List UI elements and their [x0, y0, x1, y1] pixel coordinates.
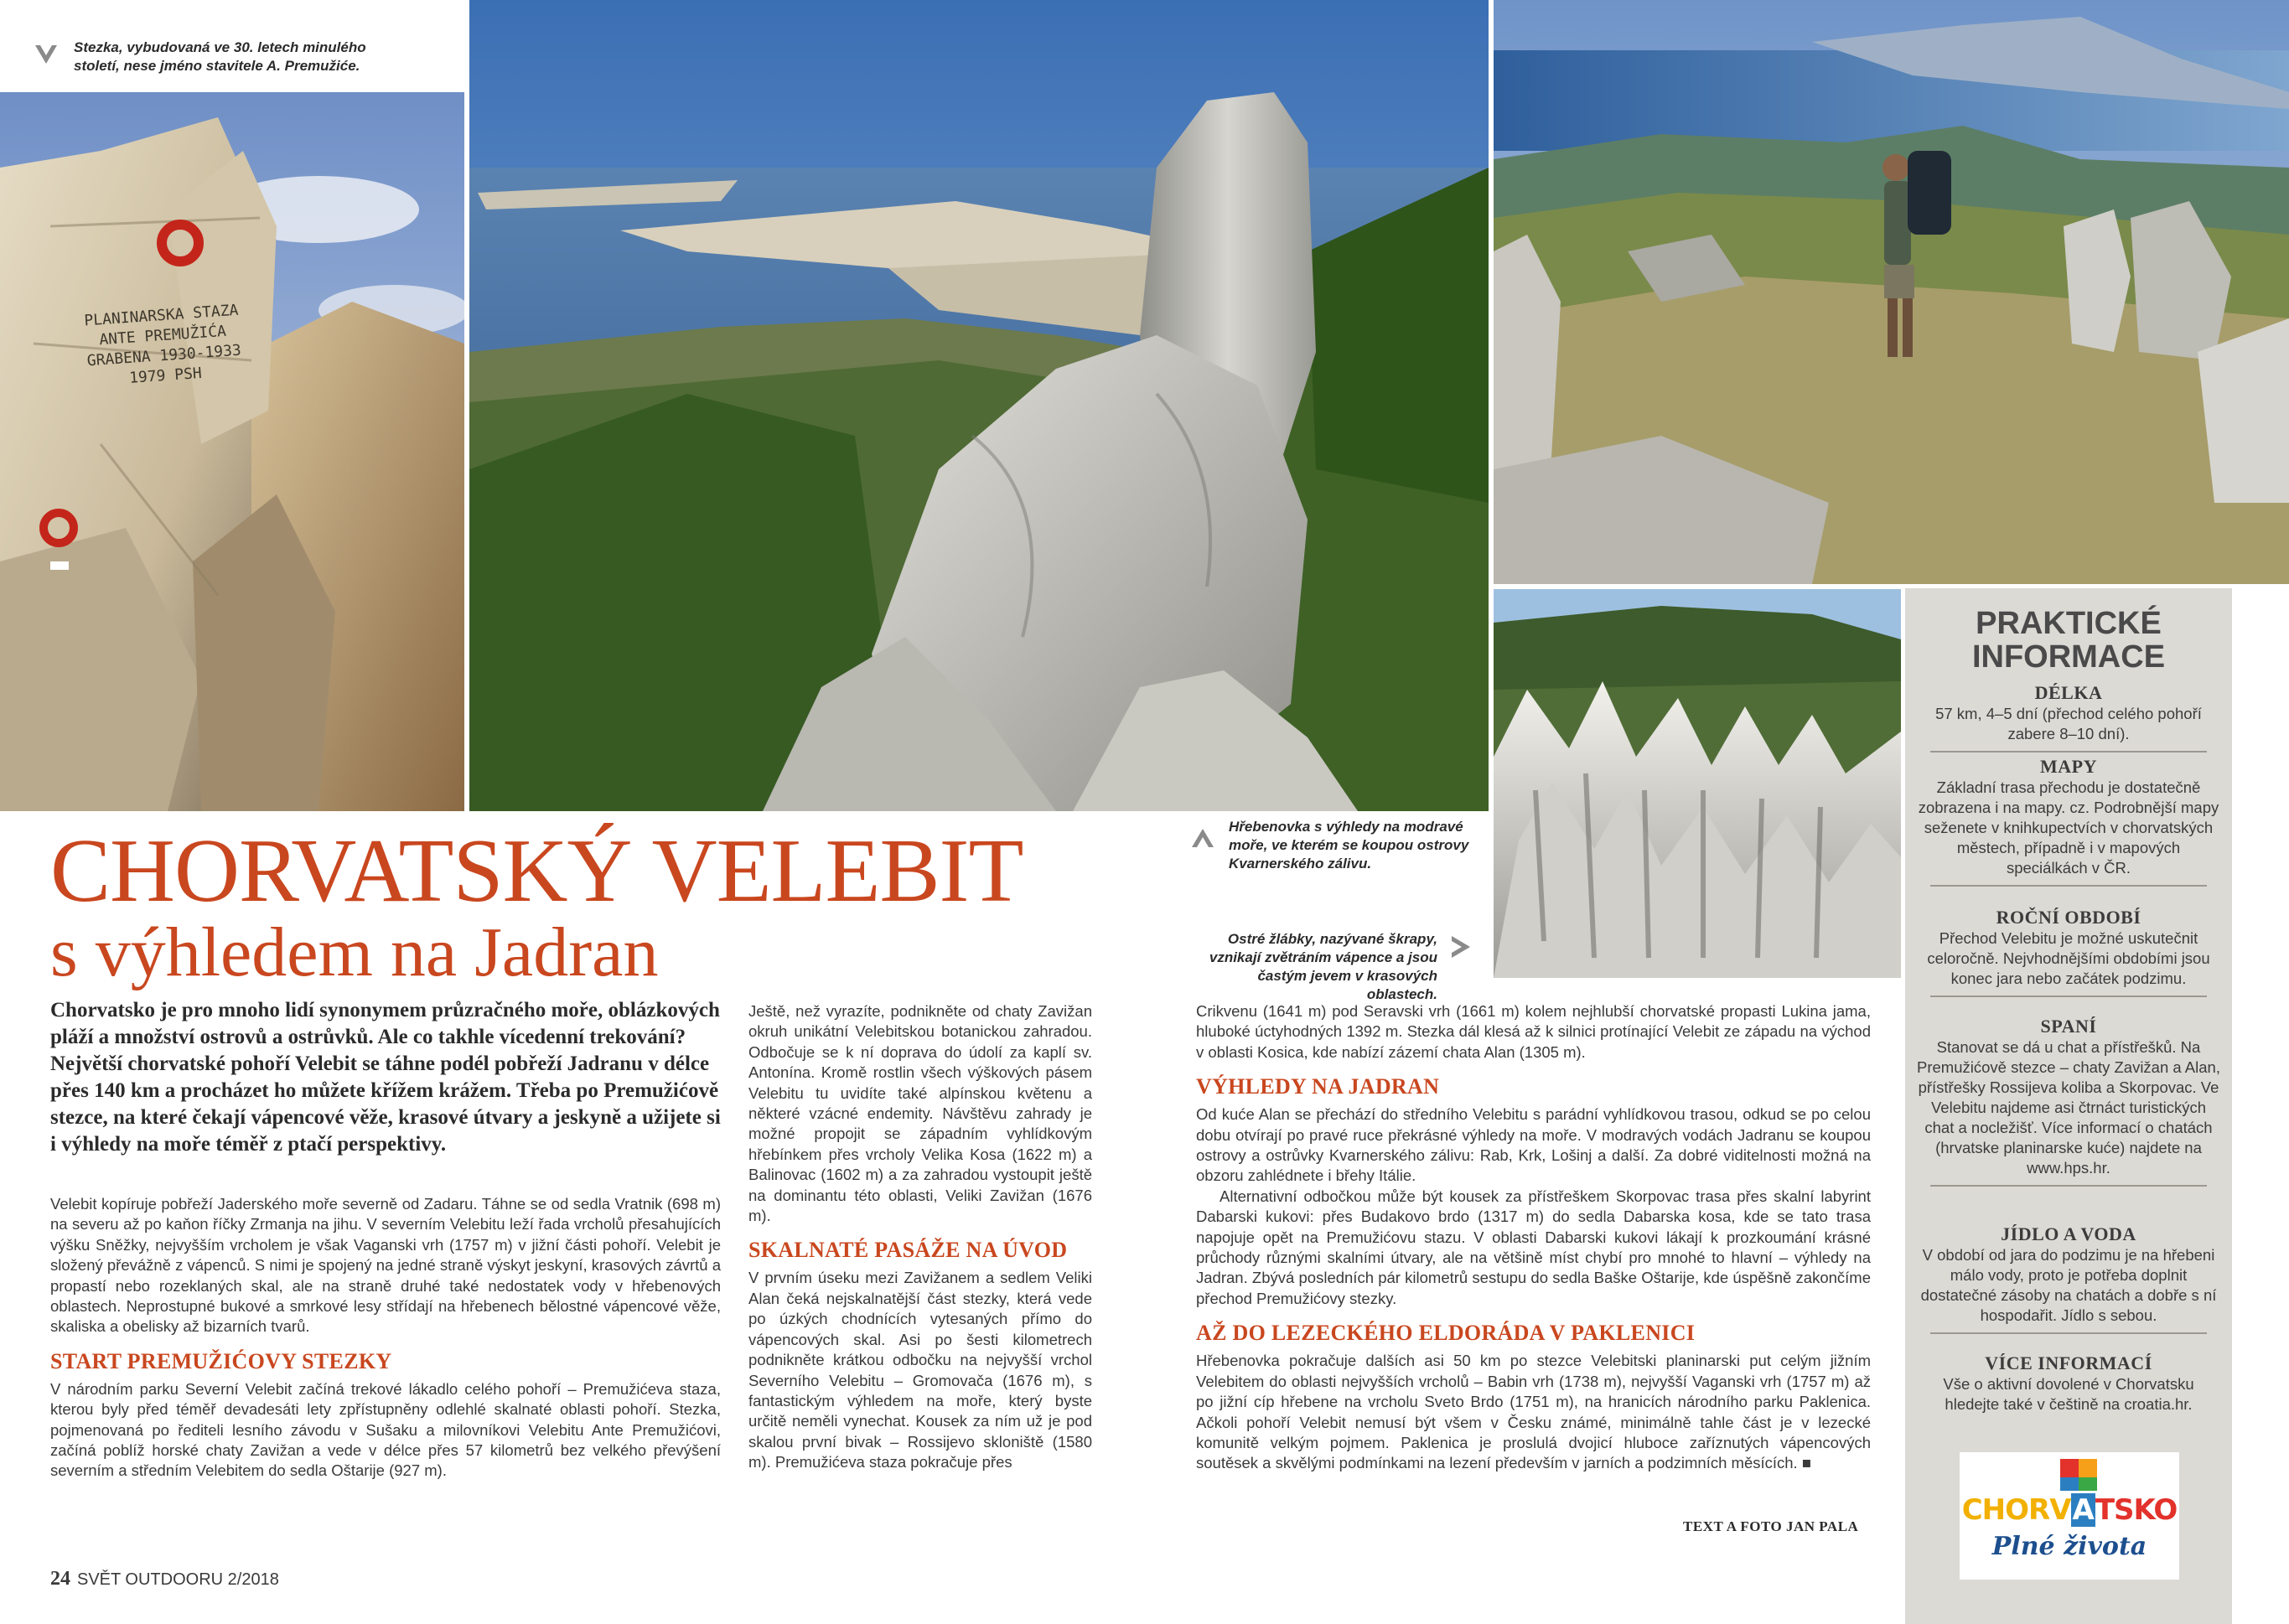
sidebar-heading: MAPY	[2040, 756, 2097, 777]
divider	[1930, 885, 2207, 887]
rock-inscription	[77, 300, 250, 392]
sidebar-title-line: INFORMACE	[1971, 639, 2166, 675]
logo-word: TSKO	[2095, 1493, 2178, 1527]
sidebar-text: Přechod Velebitu je možné uskutečnit celoročně. Nejvhodnějšími obdobími jsou konec jara nebo začátek podzimu.	[1927, 929, 2210, 987]
text-column-3	[1196, 1001, 1871, 1474]
sidebar-text: Stanovat se dá u chat a přístřešků. Na Premužićově stezce – chaty Zavižan a Alan, přístřešky Rossijeva koliba a Skorpovac. Ve Velebitu najdeme asi čtrnáct turistických chat a nocležišť. Více informací o chatách (hrvatske planinarske kuće) najdete na www.hps.hr.	[1917, 1038, 2220, 1177]
sidebar-section-season	[1917, 907, 2220, 1002]
section-heading: VÝHLEDY NA JADRAN	[1196, 1074, 1440, 1099]
paragraph: Od kuće Alan se přechází do středního Velebitu s parádní vyhlídkovou trasou, odkud se po celou dobu otvírají po pravé ruce překrásné výhledy na moře. V modravých vodách Jadranu se koupou ostrovy a ostrůvky Kvarnerského zálivu: Rab, Krk, Lošinj a další. Za dobré viditelnosti možná na obzoru zahlédnete i břehy Itálie.	[1196, 1105, 1871, 1185]
photo-caption-ridge: Hřebenovka s výhledy na modravé moře, ve kterém se koupou ostrovy Kvarnerského zálivu.	[1229, 819, 1469, 871]
sidebar-heading: VÍCE INFORMACÍ	[1985, 1352, 2152, 1373]
sidebar-section-more-info	[1917, 1352, 2220, 1415]
paragraph: Hřebenovka pokračuje dalších asi 50 km po stezce Velebitski planinarski put celým jižním Velebitem do oblasti nejvyšších vrcholů – Babin vrh (1738 m), nejvyšší Vaganski vrh (1757 m) až po jižní cíp hřebene na vrcholu Sveto Brdo (1751 m), na hranicích národního parku Paklenica. Ačkoli pohoří Velebit nemusí být všem v Česku známé, minimálně tahle část je v lezecké komunitě velkým pojmem. Paklenica je proslulá dvojicí hluboce zaříznutých vápencových soutěsek a skvělými podmínkami na lezení především v jarních a podzimních měsících. ■	[1196, 1352, 1871, 1472]
text-column-1	[50, 1194, 721, 1482]
logo-word: A	[2072, 1493, 2094, 1527]
inscription-line: GRABENA 1930-1933	[86, 341, 242, 370]
sidebar-heading: ROČNÍ OBDOBÍ	[1996, 907, 2141, 928]
sidebar-section-length	[1917, 682, 2220, 758]
chevron-up-icon	[1190, 825, 1215, 851]
inscription-line: 1979 PSH	[128, 364, 203, 387]
photo-caption-rock: Stezka, vybudovaná ve 30. letech minulého století, nese jméno stavitele A. Premužiće.	[74, 39, 366, 74]
sidebar-text: Základní trasa přechodu je dostatečně zobrazena i na mapy. cz. Podrobnější mapy seženete v knihkupectvích v chorvatských městech, případně i v mapových speciálkách v ČR.	[1918, 778, 2219, 877]
section-heading: START PREMUŽIĆOVY STEZKY	[50, 1348, 392, 1373]
chevron-down-icon	[34, 42, 59, 67]
article-subtitle: s výhledem na Jadran	[50, 913, 659, 991]
article-lead: Chorvatsko je pro mnoho lidí synonymem průzračného moře, oblázkových pláží a množství ostrovů a ostrůvků. Ale co takhle vícedenní trekování? Největší chorvatské pohoří Velebit se táhne podél pobřeží Jadranu v délce přes 140 km a procházet ho můžete křížem krážem. Třeba po Premužićově stezce, na které čekají vápencové věže, krasové útvary a jeskyně a užijete si i výhledy na moře téměř z ptačí perspektivy.	[50, 999, 721, 1156]
sidebar-heading: JÍDLO A VODA	[2001, 1223, 2136, 1244]
divider	[1930, 1185, 2207, 1187]
divider	[1930, 751, 2207, 753]
croatia-tourism-logo	[1960, 1452, 2179, 1580]
divider	[1930, 1332, 2207, 1334]
inscription-line: PLANINARSKA STAZA	[83, 301, 240, 330]
logo-wordmark	[1960, 1494, 2179, 1526]
inscription-line: ANTE PREMUŽIĆA	[98, 322, 227, 349]
text-column-2	[748, 1001, 1092, 1473]
page-folio	[50, 1568, 279, 1590]
coastal-spire-photo	[469, 0, 1489, 811]
paragraph: Crikvenu (1641 m) pod Seravski vrh (1661 m) kolem nejhlubší chorvatské propasti Lukina jama, hluboké úctyhodných 1392 m. Stezka dál klesá až k silnici protínající Velebit ze západu na východ v oblasti Kosica, kde nabízí zázemí chata Alan (1305 m).	[1196, 1002, 1871, 1061]
sidebar-text: Vše o aktivní dovolené v Chorvatsku hledejte také v češtině na croatia.hr.	[1943, 1375, 2194, 1413]
magazine-issue: SVĚT OUTDOORU 2/2018	[77, 1570, 279, 1589]
sidebar-title-line: PRAKTICKÉ	[1976, 606, 2162, 641]
page-number: 24	[50, 1568, 70, 1590]
sidebar-heading: DÉLKA	[2034, 682, 2103, 703]
photo-caption-karst: Ostré žlábky, nazývané škrapy, vznikají zvětráním vápence a jsou častým jevem v krasových oblastech.	[1209, 931, 1437, 1002]
paragraph: V národním parku Severní Velebit začíná trekové lákadlo celého pohoří – Premužićeva staza, kterou byly před téměř devadesáti lety zpřístupněny odlehlé skalnaté oblasti pohoří. Stezka, pojmenovaná po řediteli lesního závodu v Sušaku a milovníkovi Velebitu Ante Premužićovi, začíná poblíž horské chaty Zavižan a vede v délce přes 57 kilometrů bez velkého převýšení severním a středním Velebitem do sedla Oštarije (927 m).	[50, 1379, 721, 1480]
rock-inscription-photo	[0, 92, 464, 811]
article-title: CHORVATSKÝ VELEBIT	[50, 821, 1023, 921]
sidebar-text: V období od jara do podzimu je na hřebeni málo vody, proto je potřeba doplnit dostatečné zásoby na chatách a dobře s ní hospodařit. Jídlo s sebou.	[1920, 1246, 2217, 1324]
author-credit: TEXT A FOTO JAN PALA	[1683, 1518, 1859, 1534]
logo-word: CHORV	[1961, 1493, 2071, 1527]
paragraph: V prvním úseku mezi Zavižanem a sedlem Veliki Alan čeká nejskalnatější část stezky, která vede po úzkých chodnících vytesaných přímo do vápencových skal. Asi po šesti kilometrech podnikněte krátkou odbočku na nejvyšší vrchol Severního Velebitu – Gromovača (1676 m), s fantastickým výhledem na moře, který byste určitě neměli vynechat. Kousek za ním už je pod skalou první bivak – Rossijevo skloniště (1580 m). Premužićeva staza pokračuje přes	[748, 1269, 1092, 1471]
paragraph: Velebit kopíruje pobřeží Jaderského moře severně od Zadaru. Táhne se od sedla Vratnik (698 m) na severu až po kaňon říčky Zrmanja na jihu. V severním Velebitu leží řada vrcholů přesahujících výšku Sněžky, nejvyšším vrcholem je však Vaganski vrh (1757 m) v jižní části pohoří. Velebit je složený převážně z vápenců. S nimi je spojený na jedné straně výskyt jeskyní, krasových závrtů a propastí nebo rozeklaných skal, ale na straně druhé také nedostatek vody v hřebenových oblastech. Neprostupné bukové a smrkové lesy střídají na hřebenech bělostné vápencové věže, skaliska a obelisky až bizarních tvarů.	[50, 1195, 721, 1336]
sidebar-title	[1905, 607, 2232, 674]
sidebar-heading: SPANÍ	[2040, 1016, 2097, 1037]
logo-tagline: Plné života	[1991, 1532, 2147, 1561]
chevron-right-icon	[1448, 934, 1473, 959]
sidebar-section-sleeping	[1917, 1016, 2220, 1192]
hiker-photo	[1494, 0, 2289, 584]
paragraph: Alternativní odbočkou může být kousek za přístřeškem Skorpovac trasa přes skalní labyrint Dabarski kukovi: přes Budakovo brdo (1317 m) do sedla Dabarska kosa, kde se tato trasa napojuje opět na Premužićovu stazu. V oblasti Dabarski kukovi lákají k prozkoumání krásné průchody různými skalními útvary, ale na většině míst chybí pro mnohé to hlavní – výhledy na Jadran. Zbývá posledních pár kilometrů sestupu do sedla Baške Oštarije, kde úspěšně zakončíme přechod Premužićovy stezky.	[1196, 1187, 1871, 1307]
sidebar-section-maps	[1917, 756, 2220, 892]
paragraph: Ještě, než vyrazíte, podnikněte od chaty Zavižan okruh unikátní Velebitskou botanickou zahradou. Odbočuje se k ní doprava do údolí za kaplí sv. Antonína. Kromě rostlin všech výškových pásem Velebitu tu uvidíte také alpínskou květenu a některé vzácné endemity. Návštěvu zahrady je možné propojit se západním vyhlídkovým hřebínkem přes vrcholy Velika Kosa (1622 m) a Balinovac (1602 m) a za zahradou vystoupit ještě na dominantu této oblasti, Veliki Zavižan (1676 m).	[748, 1002, 1092, 1225]
sidebar-text: 57 km, 4–5 dní (přechod celého pohoří zabere 8–10 dní).	[1935, 705, 2202, 742]
section-heading: SKALNATÉ PASÁŽE NA ÚVOD	[748, 1238, 1068, 1263]
divider	[1930, 996, 2207, 997]
section-heading: AŽ DO LEZECKÉHO ELDORÁDA V PAKLENICI	[1196, 1321, 1696, 1346]
karst-photo	[1494, 589, 1901, 978]
sidebar-section-food-water	[1917, 1223, 2220, 1339]
